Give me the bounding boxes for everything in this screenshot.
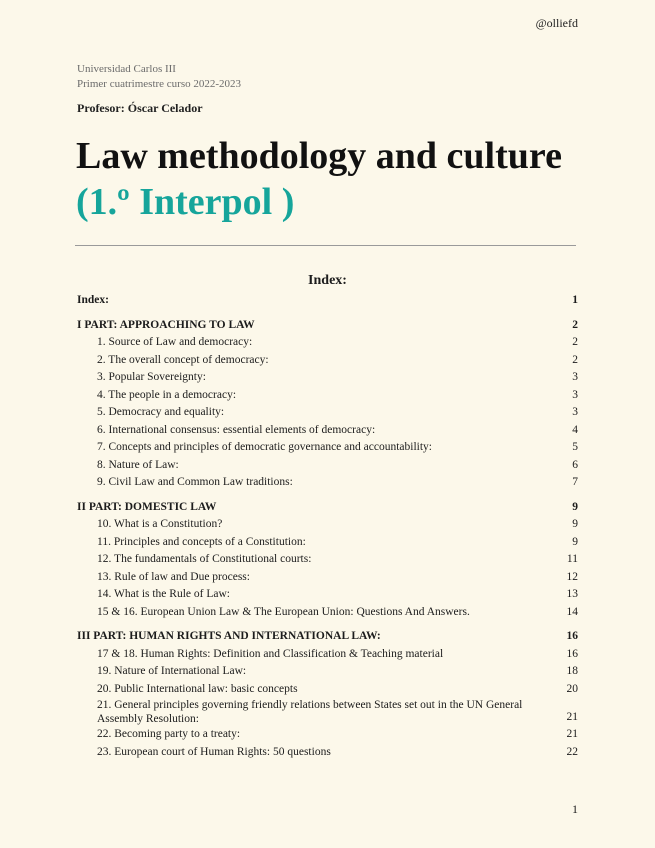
toc-page: 1 (572, 294, 578, 306)
table-of-contents (77, 292, 578, 761)
toc-page: 3 (572, 406, 578, 418)
professor-name: Profesor: Óscar Celador (77, 101, 203, 115)
toc-item[interactable] (77, 744, 578, 762)
toc-page: 2 (572, 318, 578, 331)
course-meta (77, 62, 241, 92)
university-name: Universidad Carlos III (77, 63, 176, 75)
toc-item[interactable] (77, 369, 578, 387)
toc-page: 5 (572, 441, 578, 453)
toc-page: 2 (572, 336, 578, 348)
toc-item[interactable] (77, 387, 578, 405)
toc-label: 17 & 18. Human Rights: Definition and Classification & Teaching material (97, 647, 444, 660)
toc-item[interactable] (77, 681, 578, 699)
toc-label: 6. International consensus: essential elements of democracy: (97, 423, 376, 436)
toc-page: 9 (572, 518, 578, 530)
toc-label: 21. General principles governing friendly relations between States set out in the UN General Assembly Resolution: (97, 699, 523, 725)
toc-label: 8. Nature of Law: (97, 458, 179, 471)
toc-item[interactable] (77, 474, 578, 492)
author-handle: @olliefd (535, 16, 578, 30)
toc-page: 21 (566, 710, 578, 723)
document-subtitle: (1.º Interpol ) (76, 181, 295, 223)
toc-page: 20 (566, 682, 578, 695)
toc-item[interactable] (77, 551, 578, 569)
toc-label: 4. The people in a democracy: (97, 388, 237, 401)
toc-label: 15 & 16. European Union Law & The European Union: Questions And Answers. (97, 605, 470, 618)
toc-label: III PART: HUMAN RIGHTS AND INTERNATIONAL LAW: (77, 630, 381, 642)
toc-page: 9 (572, 535, 578, 548)
toc-item[interactable] (77, 604, 578, 622)
toc-part-1[interactable] (77, 317, 578, 335)
toc-label: 3. Popular Sovereignty: (97, 371, 206, 383)
toc-item[interactable] (77, 663, 578, 681)
toc-label: 19. Nature of International Law: (97, 665, 247, 677)
toc-item[interactable] (77, 586, 578, 604)
toc-label: 10. What is a Constitution? (97, 518, 223, 530)
term-label: Primer cuatrimestre curso 2022-2023 (77, 78, 242, 90)
toc-item[interactable] (77, 404, 578, 422)
toc-label: 1. Source of Law and democracy: (97, 336, 253, 348)
toc-entry-index[interactable] (77, 292, 578, 310)
divider (75, 245, 576, 246)
toc-page: 13 (566, 588, 578, 600)
toc-page: 11 (566, 553, 578, 565)
toc-label: 13. Rule of law and Due process: (97, 570, 250, 583)
toc-page: 22 (566, 745, 578, 758)
toc-label: 12. The fundamentals of Constitutional courts: (97, 553, 312, 565)
toc-label: 22. Becoming party to a treaty: (97, 728, 241, 740)
document-title: Law methodology and culture (76, 135, 562, 177)
toc-label: 5. Democracy and equality: (97, 406, 225, 418)
toc-label: I PART: APPROACHING TO LAW (77, 318, 255, 331)
toc-page: 14 (566, 605, 578, 618)
toc-item[interactable] (77, 457, 578, 475)
toc-page: 6 (572, 458, 578, 471)
toc-item[interactable] (77, 726, 578, 744)
toc-label: 7. Concepts and principles of democratic governance and accountability: (97, 441, 432, 453)
toc-page: 9 (572, 500, 578, 513)
toc-label: 23. European court of Human Rights: 50 questions (97, 745, 331, 758)
page-number: 1 (572, 802, 578, 816)
toc-label: 2. The overall concept of democracy: (97, 353, 269, 366)
toc-label: II PART: DOMESTIC LAW (77, 500, 217, 513)
toc-item[interactable] (77, 646, 578, 664)
toc-page: 21 (566, 728, 578, 740)
toc-item[interactable] (77, 439, 578, 457)
toc-item[interactable] (77, 334, 578, 352)
toc-item[interactable] (77, 516, 578, 534)
toc-label: 11. Principles and concepts of a Constitution: (97, 535, 306, 548)
toc-item[interactable] (77, 352, 578, 370)
toc-page: 7 (572, 476, 578, 488)
toc-page: 16 (566, 647, 578, 660)
toc-page: 3 (572, 371, 578, 383)
toc-label: Index: (77, 294, 109, 306)
toc-page: 12 (566, 570, 578, 583)
toc-label: 20. Public International law: basic concepts (97, 682, 298, 695)
toc-page: 18 (566, 665, 578, 677)
index-heading: Index: (308, 273, 347, 288)
toc-page: 16 (566, 630, 578, 642)
toc-label: 14. What is the Rule of Law: (97, 588, 230, 600)
toc-item[interactable] (77, 569, 578, 587)
toc-page: 4 (572, 423, 578, 436)
toc-page: 3 (572, 388, 578, 401)
toc-item[interactable] (77, 422, 578, 440)
toc-part-3[interactable] (77, 628, 578, 646)
toc-item[interactable] (77, 534, 578, 552)
toc-label: 9. Civil Law and Common Law traditions: (97, 476, 293, 488)
toc-page: 2 (572, 353, 578, 366)
toc-item[interactable] (77, 698, 578, 726)
toc-part-2[interactable] (77, 499, 578, 517)
